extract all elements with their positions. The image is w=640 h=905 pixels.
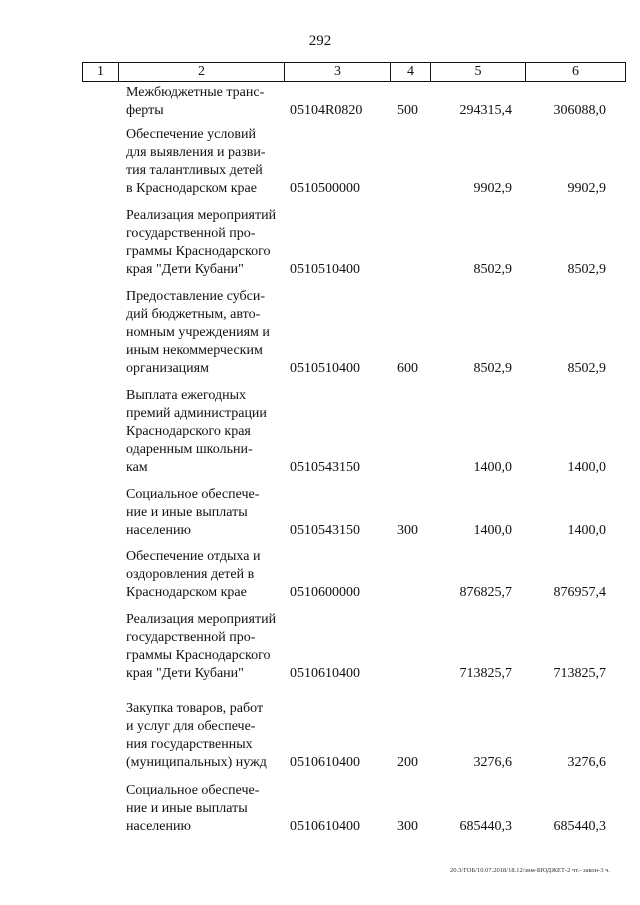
table-row: [0, 84, 640, 120]
row-value-col5: 713825,7: [459, 666, 512, 681]
column-header-5: 5: [431, 63, 526, 81]
row-value-col5: 9902,9: [473, 181, 512, 196]
row-code: 0510610400: [290, 819, 360, 834]
row-value-col6: 9902,9: [567, 181, 606, 196]
row-expense-type: 200: [397, 755, 418, 770]
table-row: [0, 700, 640, 772]
table-row: [0, 126, 640, 198]
row-value-col5: 3276,6: [473, 755, 512, 770]
row-code: 05104R0820: [290, 103, 363, 118]
row-name: Обеспечение условий для выявления и разви- тия талантливых детей в Краснодарском крае: [126, 127, 266, 196]
row-name: Выплата ежегодных премий администрации Краснодарского края одаренным школьни- кам: [126, 388, 267, 475]
row-value-col6: 713825,7: [553, 666, 606, 681]
row-name: Межбюджетные транс- ферты: [126, 85, 265, 118]
table-row: [0, 387, 640, 477]
row-value-col5: 8502,9: [473, 262, 512, 277]
row-code: 0510610400: [290, 755, 360, 770]
row-value-col5: 1400,0: [473, 523, 512, 538]
table-row: [0, 548, 640, 602]
row-value-col5: 8502,9: [473, 361, 512, 376]
row-name: Социальное обеспече- ние и иные выплаты населению: [126, 487, 260, 538]
row-code: 0510510400: [290, 262, 360, 277]
row-value-col6: 876957,4: [553, 585, 606, 600]
table-row: [0, 782, 640, 836]
row-name: Закупка товаров, работ и услуг для обеспече- ния государственных (муниципальных) нужд: [126, 701, 267, 770]
row-code: 0510543150: [290, 460, 360, 475]
row-code: 0510510400: [290, 361, 360, 376]
document-footer-code: 20.3/ГОБ/10.07.2018/18.12/зим-БЮДЖЕТ-2 чт.- закон-3 ч.: [450, 867, 610, 874]
column-header-6: 6: [572, 64, 579, 79]
row-name: Социальное обеспече- ние и иные выплаты населению: [126, 783, 260, 834]
column-header-3: 3: [285, 63, 391, 81]
row-value-col6: 306088,0: [553, 103, 606, 118]
row-value-col6: 685440,3: [553, 819, 606, 834]
row-name: Предоставление субси- дий бюджетным, авто- номным учреждениям и иным некоммерческим организациям: [126, 289, 270, 376]
row-expense-type: 600: [397, 361, 418, 376]
row-value-col6: 3276,6: [567, 755, 606, 770]
row-expense-type: 500: [397, 103, 418, 118]
column-header-1: 1: [83, 63, 119, 81]
row-value-col5: 1400,0: [473, 460, 512, 475]
table-row: [0, 207, 640, 279]
row-code: 0510600000: [290, 585, 360, 600]
row-value-col6: 8502,9: [567, 262, 606, 277]
table-row: [0, 611, 640, 683]
column-header-4: 4: [391, 63, 431, 81]
table-row: [0, 486, 640, 540]
row-value-col6: 1400,0: [567, 523, 606, 538]
row-value-col5: 876825,7: [459, 585, 512, 600]
row-name: Реализация мероприятий государственной про- граммы Краснодарского края "Дети Кубани": [126, 612, 277, 681]
table-row: [0, 288, 640, 378]
row-value-col6: 8502,9: [567, 361, 606, 376]
row-value-col5: 294315,4: [459, 103, 512, 118]
row-code: 0510610400: [290, 666, 360, 681]
row-value-col5: 685440,3: [459, 819, 512, 834]
row-name: Обеспечение отдыха и оздоровления детей в Краснодарском крае: [126, 549, 261, 600]
table-header: [82, 62, 626, 82]
row-expense-type: 300: [397, 819, 418, 834]
row-value-col6: 1400,0: [567, 460, 606, 475]
row-code: 0510543150: [290, 523, 360, 538]
row-code: 0510500000: [290, 181, 360, 196]
row-name: Реализация мероприятий государственной про- граммы Краснодарского края "Дети Кубани": [126, 208, 277, 277]
column-header-2: 2: [119, 63, 285, 81]
row-expense-type: 300: [397, 523, 418, 538]
page-number: 292: [308, 33, 332, 49]
